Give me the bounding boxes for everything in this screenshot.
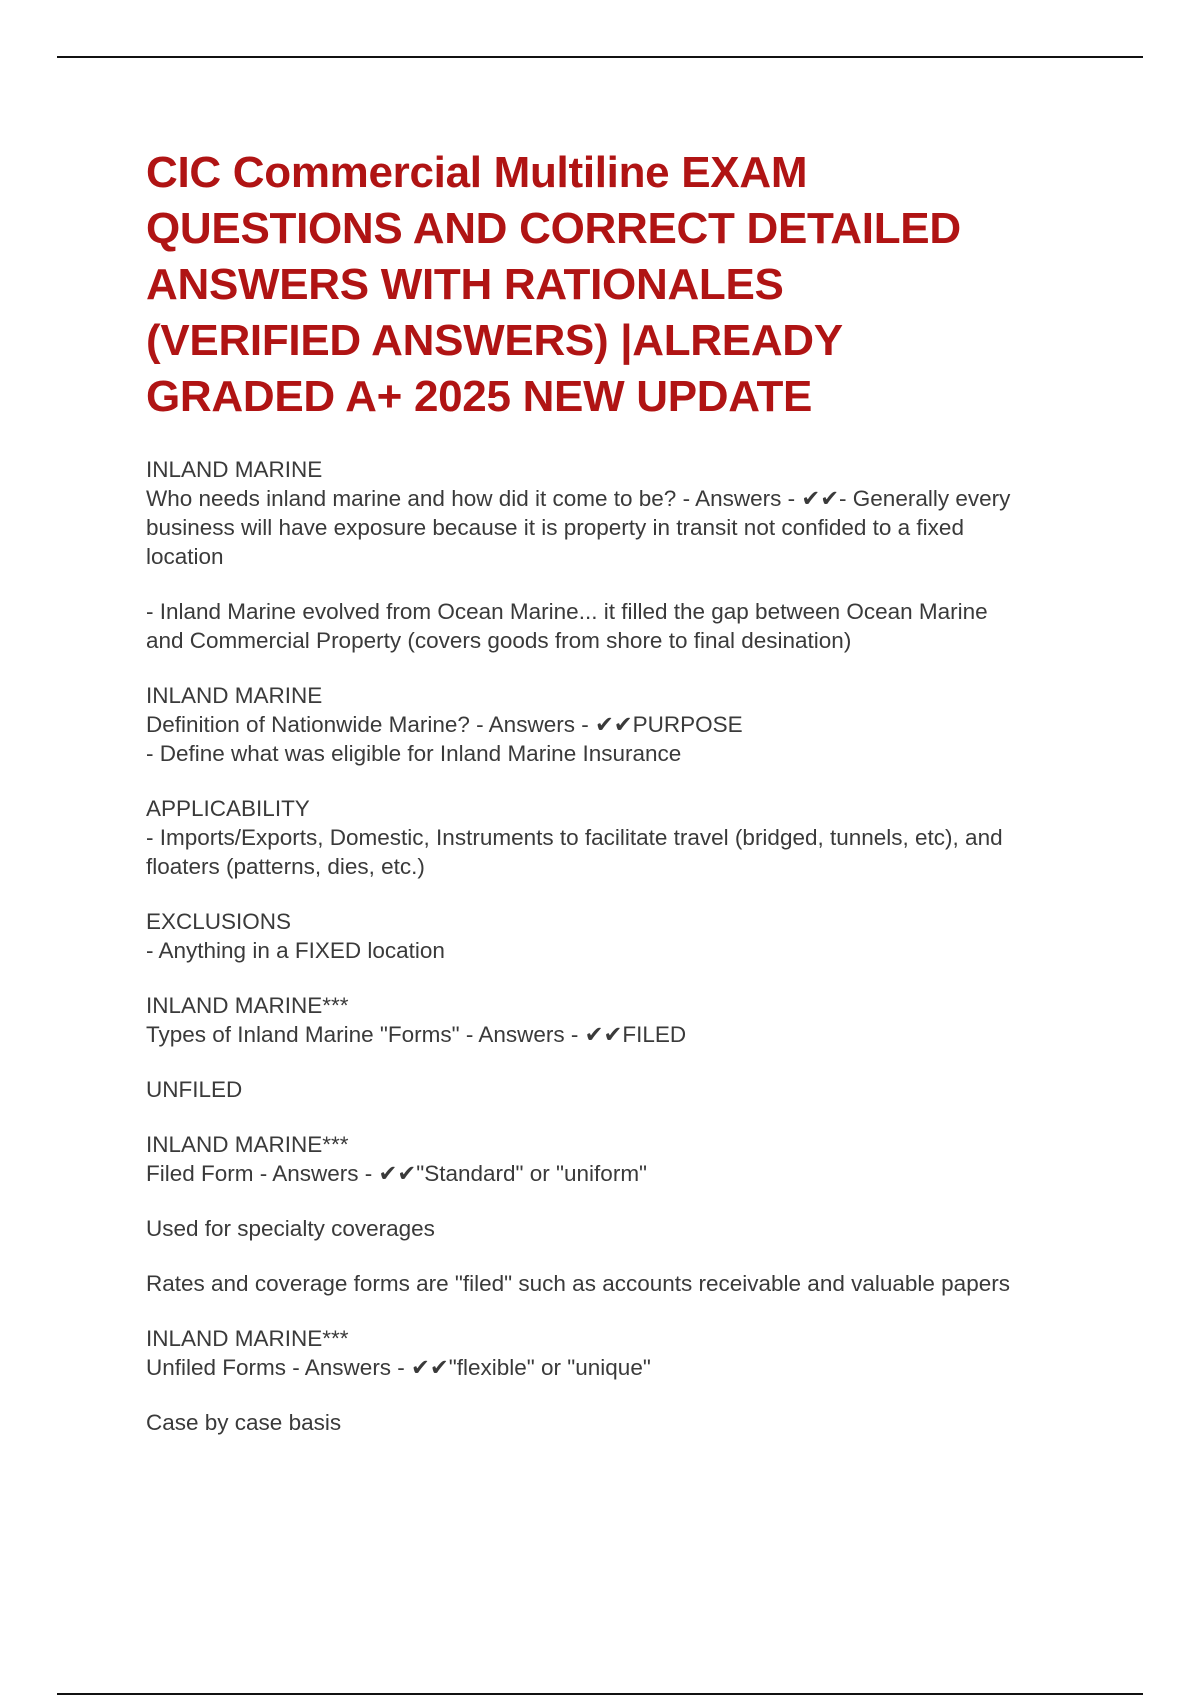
entry-category: INLAND MARINE*** <box>146 1132 349 1157</box>
qa-entry-filed-form <box>146 1130 1106 1298</box>
entry-category: INLAND MARINE*** <box>146 993 349 1018</box>
entry-detail: - Anything in a FIXED location <box>146 938 445 963</box>
entry-question: Unfiled Forms - Answers - ✔✔"flexible" or "unique" <box>146 1355 651 1380</box>
entry-category: INLAND MARINE <box>146 457 323 482</box>
title-line: (VERIFIED ANSWERS) |ALREADY <box>146 316 843 365</box>
entry-question: Types of Inland Marine "Forms" - Answers - ✔✔FILED <box>146 1022 687 1047</box>
entry-detail: Used for specialty coverages <box>146 1216 435 1241</box>
entry-detail: UNFILED <box>146 1077 243 1102</box>
entry-question-line: business will have exposure because it is property in transit not confided to a fixed <box>146 515 964 540</box>
top-rule <box>57 56 1143 58</box>
document-body <box>146 145 1106 1437</box>
document-title <box>146 145 1106 425</box>
title-line: QUESTIONS AND CORRECT DETAILED <box>146 204 961 253</box>
exclusions-heading: EXCLUSIONS <box>146 909 292 934</box>
title-line: ANSWERS WITH RATIONALES <box>146 260 784 309</box>
entry-category: INLAND MARINE*** <box>146 1326 349 1351</box>
entry-detail-line: - Imports/Exports, Domestic, Instruments to facilitate travel (bridged, tunnels, etc), and <box>146 825 1003 850</box>
applicability-heading: APPLICABILITY <box>146 796 310 821</box>
entry-question-line: location <box>146 544 224 569</box>
entry-detail-line: - Inland Marine evolved from Ocean Marine... it filled the gap between Ocean Marine <box>146 599 988 624</box>
qa-entry-unfiled-forms <box>146 1324 1106 1437</box>
entry-detail: Rates and coverage forms are "filed" such as accounts receivable and valuable papers <box>146 1271 1010 1296</box>
entry-category: INLAND MARINE <box>146 683 323 708</box>
entry-detail: Case by case basis <box>146 1410 342 1435</box>
qa-entry-types-of-forms <box>146 991 1106 1104</box>
entry-detail: - Define what was eligible for Inland Marine Insurance <box>146 741 682 766</box>
entry-question: Definition of Nationwide Marine? - Answers - ✔✔PURPOSE <box>146 712 743 737</box>
entry-question: Filed Form - Answers - ✔✔"Standard" or "uniform" <box>146 1161 648 1186</box>
entry-question-line: Who needs inland marine and how did it come to be? - Answers - ✔✔- Generally every <box>146 486 1011 511</box>
qa-entries <box>146 455 1106 1437</box>
bottom-rule <box>57 1693 1143 1695</box>
entry-detail-line: floaters (patterns, dies, etc.) <box>146 854 425 879</box>
qa-entry-nationwide-marine <box>146 681 1106 965</box>
title-line: GRADED A+ 2025 NEW UPDATE <box>146 372 813 421</box>
title-line: CIC Commercial Multiline EXAM <box>146 148 808 197</box>
qa-entry-who-needs-inland-marine <box>146 455 1106 655</box>
entry-detail-line: and Commercial Property (covers goods from shore to final desination) <box>146 628 852 653</box>
